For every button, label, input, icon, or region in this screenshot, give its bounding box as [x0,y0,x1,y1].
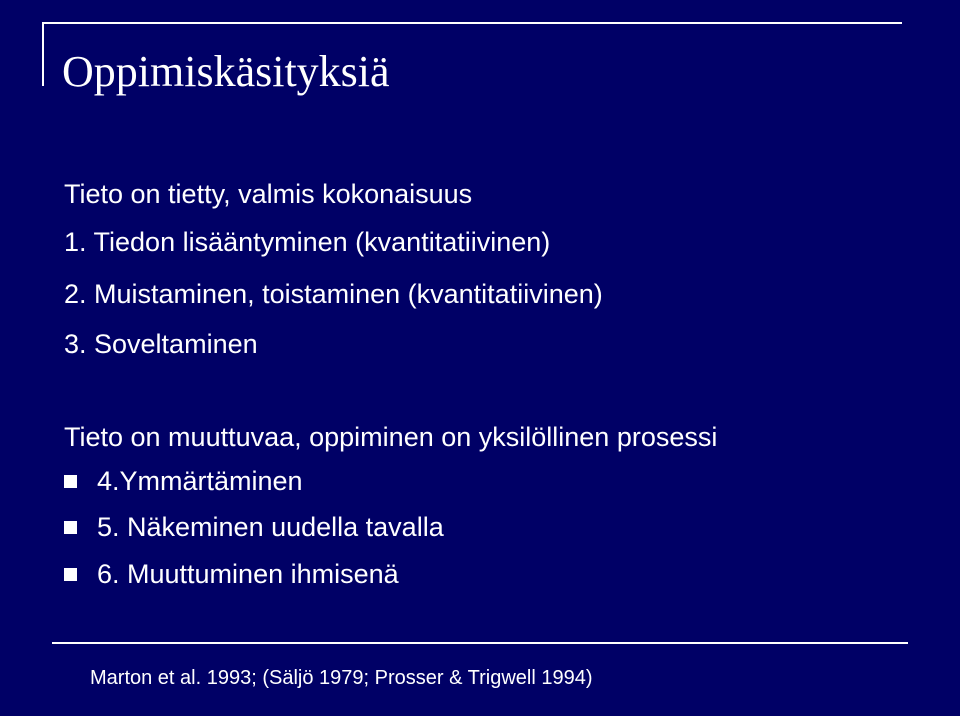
bullet-item [64,509,444,545]
decorative-top-line [42,22,902,24]
bullet-item [64,463,303,499]
intro-line-1: Tieto on tietty, valmis kokonaisuus [64,179,473,209]
bullet-item-label: 6. Muuttuminen ihmisenä [97,559,399,589]
square-bullet-icon [64,568,77,581]
bullet-item-label: 4.Ymmärtäminen [97,466,303,496]
bullet-item-label: 5. Näkeminen uudella tavalla [97,512,444,542]
footer-divider [52,642,908,644]
intro-line-3: 2. Muistaminen, toistaminen (kvantitatiivinen) [64,279,603,309]
square-bullet-icon [64,521,77,534]
slide-title: Oppimiskäsityksiä [62,47,390,96]
footer-citation: Marton et al. 1993; (Säljö 1979; Prosser & Trigwell 1994) [90,667,593,689]
second-heading: Tieto on muuttuvaa, oppiminen on yksilöllinen prosessi [64,422,718,452]
square-bullet-icon [64,475,77,488]
intro-line-2: 1. Tiedon lisääntyminen (kvantitatiivinen) [64,227,551,257]
decorative-left-line [42,22,44,86]
bullet-item [64,556,399,592]
intro-line-4: 3. Soveltaminen [64,329,258,359]
